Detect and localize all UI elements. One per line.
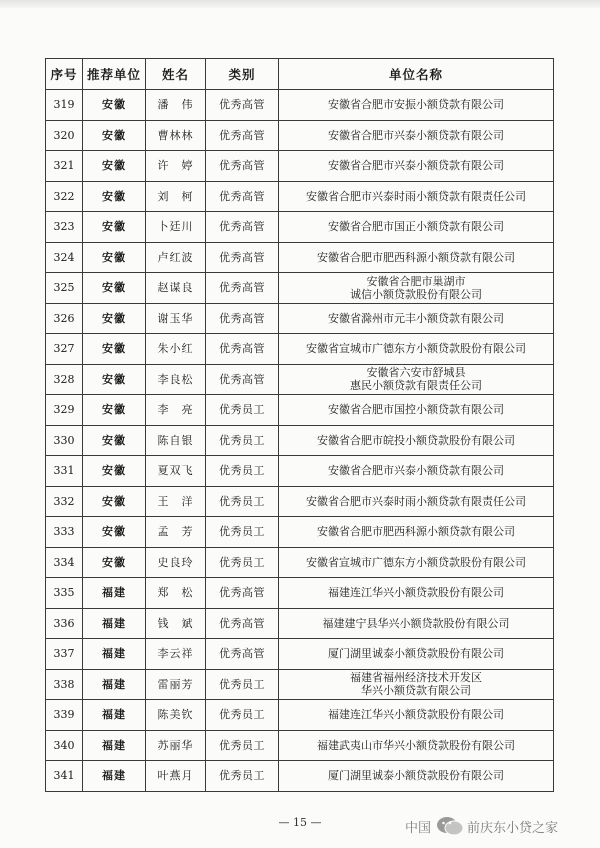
organization-line: 安徽省合肥市肥西科源小额贷款有限公司: [317, 525, 515, 539]
organization-line: 安徽省宣城市广德东方小额贷款股份有限公司: [306, 555, 526, 569]
watermark: [405, 815, 558, 837]
row-province: 福建: [83, 639, 146, 670]
table-row: [46, 608, 554, 639]
row-category: 优秀员工: [206, 456, 279, 487]
row-number: 341: [46, 761, 83, 792]
organization-line: 华兴小额贷款有限公司: [361, 684, 471, 698]
row-category: 优秀员工: [206, 395, 279, 426]
row-number: 336: [46, 608, 83, 639]
row-province: 福建: [83, 700, 146, 731]
award-roster-table: [45, 58, 554, 792]
watermark-right-text: 前庆东小贷之家: [467, 820, 559, 836]
organization-line: 安徽省合肥市肥西科源小额贷款有限公司: [317, 250, 515, 264]
row-number: 320: [46, 120, 83, 151]
row-organization: [279, 242, 554, 273]
row-category: 优秀员工: [206, 730, 279, 761]
row-name: 雷丽芳: [146, 669, 206, 700]
row-province: 安徽: [83, 456, 146, 487]
row-province: 安徽: [83, 425, 146, 456]
row-province: 福建: [83, 608, 146, 639]
organization-line: 安徽省合肥市兴泰时雨小额贷款有限责任公司: [306, 494, 526, 508]
row-province: 福建: [83, 669, 146, 700]
row-organization: [279, 578, 554, 609]
row-name: 王 洋: [146, 486, 206, 517]
row-organization: [279, 730, 554, 761]
row-number: 322: [46, 181, 83, 212]
row-organization: [279, 456, 554, 487]
row-category: 优秀高管: [206, 181, 279, 212]
organization-line: 安徽省合肥市兴泰小额贷款有限公司: [328, 159, 504, 173]
row-category: 优秀高管: [206, 273, 279, 304]
header-category: 类别: [206, 59, 279, 90]
table-row: [46, 517, 554, 548]
row-province: 安徽: [83, 242, 146, 273]
table-row: [46, 700, 554, 731]
row-category: 优秀员工: [206, 761, 279, 792]
row-number: 333: [46, 517, 83, 548]
row-name: 许 婷: [146, 151, 206, 182]
row-province: 安徽: [83, 547, 146, 578]
row-organization: [279, 517, 554, 548]
row-name: 卢红波: [146, 242, 206, 273]
organization-line: 诚信小额贷款股份有限公司: [350, 287, 482, 301]
table-body: [46, 90, 554, 792]
organization-line: 安徽省六安市舒城县: [366, 366, 466, 380]
row-province: 安徽: [83, 181, 146, 212]
table-row: [46, 212, 554, 243]
row-category: 优秀员工: [206, 517, 279, 548]
row-organization: [279, 547, 554, 578]
organization-line: 安徽省宣城市广德东方小额贷款股份有限公司: [306, 342, 526, 356]
row-province: 安徽: [83, 212, 146, 243]
row-category: 优秀员工: [206, 669, 279, 700]
row-name: 朱小红: [146, 334, 206, 365]
row-organization: [279, 151, 554, 182]
row-province: 安徽: [83, 364, 146, 395]
row-organization: [279, 273, 554, 304]
organization-line: 安徽省滁州市元丰小额贷款有限公司: [328, 311, 504, 325]
row-category: 优秀员工: [206, 425, 279, 456]
row-organization: [279, 639, 554, 670]
table-row: [46, 120, 554, 151]
row-category: 优秀高管: [206, 364, 279, 395]
row-number: 319: [46, 90, 83, 121]
table-row: [46, 273, 554, 304]
organization-line: 福建建宁县华兴小额贷款股份有限公司: [322, 616, 510, 630]
table-row: [46, 486, 554, 517]
row-organization: [279, 90, 554, 121]
row-number: 338: [46, 669, 83, 700]
row-number: 331: [46, 456, 83, 487]
table-row: [46, 364, 554, 395]
row-name: 叶燕月: [146, 761, 206, 792]
row-number: 326: [46, 303, 83, 334]
row-organization: [279, 608, 554, 639]
organization-line: 安徽省合肥市兴泰小额贷款有限公司: [328, 128, 504, 142]
row-organization: [279, 700, 554, 731]
row-category: 优秀高管: [206, 639, 279, 670]
row-province: 福建: [83, 761, 146, 792]
row-category: 优秀高管: [206, 303, 279, 334]
row-organization: [279, 303, 554, 334]
table-row: [46, 425, 554, 456]
row-organization: [279, 120, 554, 151]
row-name: 陈自银: [146, 425, 206, 456]
organization-line: 安徽省合肥市安振小额贷款有限公司: [328, 98, 504, 112]
table-row: [46, 669, 554, 700]
row-number: 339: [46, 700, 83, 731]
row-number: 337: [46, 639, 83, 670]
row-province: 安徽: [83, 151, 146, 182]
row-name: 李云祥: [146, 639, 206, 670]
header-name: 姓名: [146, 59, 206, 90]
row-name: 孟 芳: [146, 517, 206, 548]
header-org: 单位名称: [279, 59, 554, 90]
organization-line: 安徽省合肥市兴泰小额贷款有限公司: [328, 464, 504, 478]
row-name: 钱 斌: [146, 608, 206, 639]
row-province: 福建: [83, 730, 146, 761]
row-organization: [279, 669, 554, 700]
organization-line: 福建省福州经济技术开发区: [350, 671, 482, 685]
row-name: 赵谋良: [146, 273, 206, 304]
row-number: 321: [46, 151, 83, 182]
table-row: [46, 395, 554, 426]
row-province: 安徽: [83, 486, 146, 517]
row-number: 332: [46, 486, 83, 517]
organization-line: 安徽省合肥市巢湖市: [366, 274, 466, 288]
row-number: 323: [46, 212, 83, 243]
row-number: 340: [46, 730, 83, 761]
organization-line: 福建连江华兴小额贷款股份有限公司: [328, 708, 504, 722]
row-name: 陈美钦: [146, 700, 206, 731]
row-category: 优秀高管: [206, 334, 279, 365]
row-province: 安徽: [83, 303, 146, 334]
row-organization: [279, 486, 554, 517]
row-category: 优秀高管: [206, 242, 279, 273]
row-province: 安徽: [83, 120, 146, 151]
table-row: [46, 242, 554, 273]
row-number: 330: [46, 425, 83, 456]
organization-line: 安徽省合肥市国控小额贷款有限公司: [328, 403, 504, 417]
organization-line: 惠民小额贷款有限责任公司: [350, 379, 482, 393]
row-number: 327: [46, 334, 83, 365]
organization-line: 安徽省合肥市兴泰时雨小额贷款有限责任公司: [306, 189, 526, 203]
row-province: 安徽: [83, 395, 146, 426]
row-category: 优秀员工: [206, 486, 279, 517]
wechat-icon: [435, 815, 465, 837]
row-name: 史良玲: [146, 547, 206, 578]
row-category: 优秀高管: [206, 578, 279, 609]
row-province: 安徽: [83, 334, 146, 365]
row-organization: [279, 212, 554, 243]
row-category: 优秀高管: [206, 90, 279, 121]
row-organization: [279, 761, 554, 792]
table-row: [46, 578, 554, 609]
table-row: [46, 547, 554, 578]
row-name: 李 亮: [146, 395, 206, 426]
row-name: 郑 松: [146, 578, 206, 609]
row-category: 优秀高管: [206, 608, 279, 639]
row-category: 优秀员工: [206, 700, 279, 731]
row-name: 谢玉华: [146, 303, 206, 334]
table-row: [46, 90, 554, 121]
watermark-left-text: 中国: [405, 820, 432, 836]
row-name: 曹林林: [146, 120, 206, 151]
row-number: 325: [46, 273, 83, 304]
table-row: [46, 730, 554, 761]
row-number: 328: [46, 364, 83, 395]
row-name: 李良松: [146, 364, 206, 395]
row-province: 福建: [83, 578, 146, 609]
row-name: 刘 柯: [146, 181, 206, 212]
table-row: [46, 181, 554, 212]
row-number: 329: [46, 395, 83, 426]
row-organization: [279, 425, 554, 456]
row-organization: [279, 364, 554, 395]
row-number: 334: [46, 547, 83, 578]
table-row: [46, 151, 554, 182]
scan-top-edge: [0, 0, 600, 8]
table-row: [46, 639, 554, 670]
organization-line: 安徽省合肥市皖投小额贷款股份有限公司: [317, 433, 515, 447]
row-category: 优秀员工: [206, 547, 279, 578]
table-header-row: [46, 59, 554, 90]
organization-line: 福建武夷山市华兴小额贷款股份有限公司: [317, 738, 515, 752]
row-category: 优秀高管: [206, 212, 279, 243]
row-name: 卜廷川: [146, 212, 206, 243]
page-number: — 15 —: [278, 816, 322, 829]
row-category: 优秀高管: [206, 120, 279, 151]
table-row: [46, 334, 554, 365]
row-number: 335: [46, 578, 83, 609]
header-province: 推荐单位: [83, 59, 146, 90]
row-province: 安徽: [83, 90, 146, 121]
row-organization: [279, 334, 554, 365]
row-name: 潘 伟: [146, 90, 206, 121]
row-number: 324: [46, 242, 83, 273]
row-province: 安徽: [83, 517, 146, 548]
header-no: 序号: [46, 59, 83, 90]
row-name: 苏丽华: [146, 730, 206, 761]
organization-line: 厦门湖里诚泰小额贷款股份有限公司: [328, 769, 504, 783]
table-row: [46, 761, 554, 792]
row-organization: [279, 395, 554, 426]
row-province: 安徽: [83, 273, 146, 304]
organization-line: 福建连江华兴小额贷款股份有限公司: [328, 586, 504, 600]
table-row: [46, 303, 554, 334]
row-name: 夏双飞: [146, 456, 206, 487]
table-row: [46, 456, 554, 487]
organization-line: 安徽省合肥市国正小额贷款有限公司: [328, 220, 504, 234]
row-organization: [279, 181, 554, 212]
row-category: 优秀高管: [206, 151, 279, 182]
organization-line: 厦门湖里诚泰小额贷款股份有限公司: [328, 647, 504, 661]
